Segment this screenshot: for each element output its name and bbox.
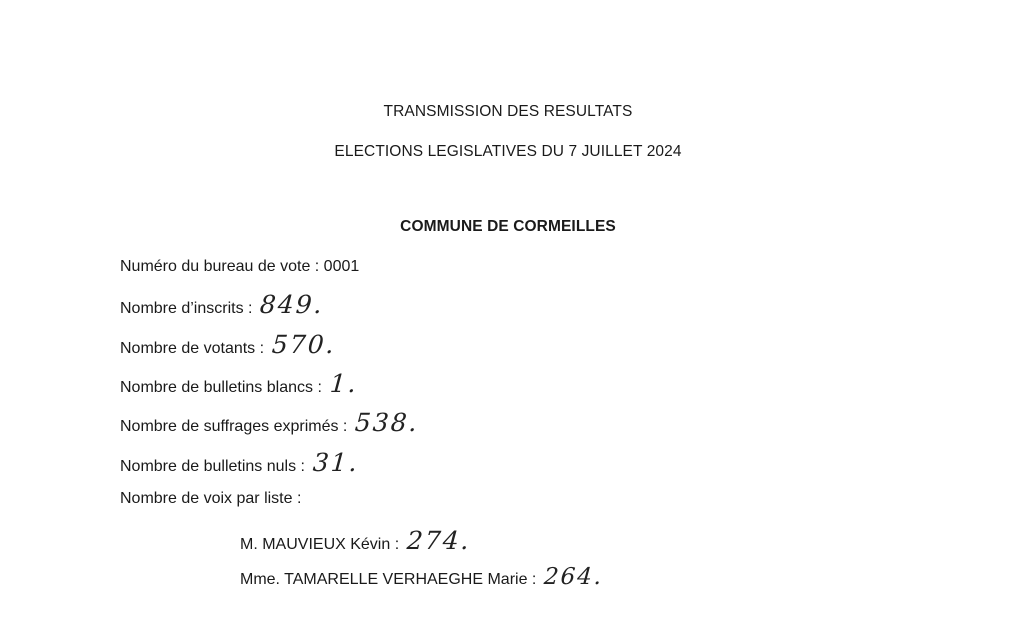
voix-par-liste-label: Nombre de voix par liste : bbox=[120, 490, 302, 507]
commune-heading: COMMUNE DE CORMEILLES bbox=[400, 218, 616, 235]
nuls-line bbox=[120, 448, 359, 477]
election-subtitle: ELECTIONS LEGISLATIVES DU 7 JUILLET 2024 bbox=[334, 143, 682, 160]
blancs-handwritten-value: 1. bbox=[328, 369, 359, 398]
bureau-number-line bbox=[120, 258, 359, 276]
inscrits-handwritten-value: 849. bbox=[259, 290, 326, 319]
inscrits-line bbox=[120, 290, 324, 319]
exprimes-line bbox=[120, 408, 419, 437]
candidate-row bbox=[240, 564, 604, 590]
document-title: TRANSMISSION DES RESULTATS bbox=[383, 103, 633, 120]
blancs-line bbox=[120, 369, 358, 398]
candidate-row bbox=[240, 526, 471, 555]
votants-line bbox=[120, 330, 336, 359]
exprimes-handwritten-value: 538. bbox=[354, 408, 421, 437]
voix-par-liste-line bbox=[120, 490, 301, 508]
votants-handwritten-value: 570. bbox=[271, 330, 337, 359]
votants-label: Nombre de votants : bbox=[120, 340, 265, 357]
candidate-name: Mme. TAMARELLE VERHAEGHE Marie : bbox=[240, 571, 537, 588]
blancs-label: Nombre de bulletins blancs : bbox=[120, 379, 322, 396]
candidate-name: M. MAUVIEUX Kévin : bbox=[240, 536, 400, 553]
bureau-number-label: Numéro du bureau de vote : 0001 bbox=[120, 258, 360, 275]
candidate-votes-handwritten: 264. bbox=[543, 564, 605, 590]
nuls-handwritten-value: 31. bbox=[311, 448, 360, 477]
exprimes-label: Nombre de suffrages exprimés : bbox=[120, 418, 348, 435]
nuls-label: Nombre de bulletins nuls : bbox=[120, 458, 305, 475]
candidate-votes-handwritten: 274. bbox=[406, 526, 472, 555]
inscrits-label: Nombre d’inscrits : bbox=[120, 300, 253, 317]
